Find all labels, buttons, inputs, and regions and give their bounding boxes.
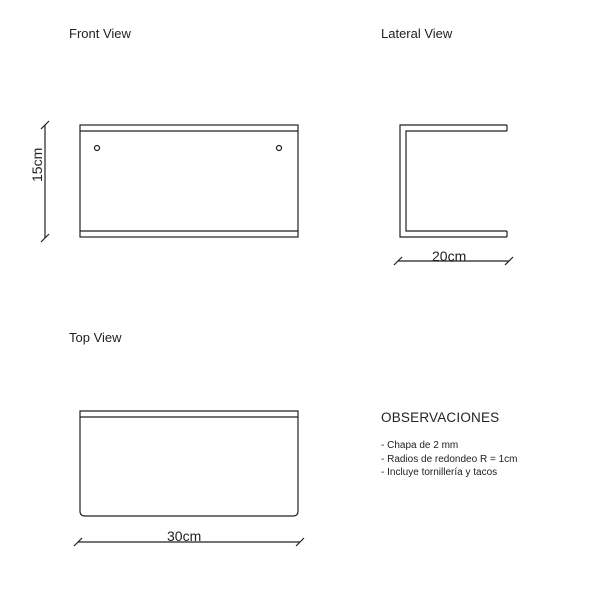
- front-height-dimension: 15cm: [29, 147, 45, 182]
- observations-list: [381, 439, 517, 480]
- lateral-view-outer-profile: [400, 125, 507, 237]
- top-width-dimension: 30cm: [167, 528, 202, 544]
- observations-title: OBSERVACIONES: [381, 410, 500, 425]
- top-view-drawing: [80, 411, 298, 516]
- lateral-view-drawing: [400, 125, 507, 237]
- observation-item: - Chapa de 2 mm: [381, 440, 459, 451]
- lateral-view-inner-profile: [406, 131, 507, 231]
- top-view-outline: [80, 411, 298, 516]
- front-view-title: Front View: [69, 26, 131, 41]
- mounting-hole-right: [277, 146, 282, 151]
- front-view-drawing: [80, 125, 298, 237]
- lateral-width-dimension: 20cm: [432, 248, 467, 264]
- front-view-outline: [80, 125, 298, 237]
- mounting-hole-left: [95, 146, 100, 151]
- top-view-title: Top View: [69, 330, 122, 345]
- observation-item: - Radios de redondeo R = 1cm: [381, 453, 518, 465]
- observation-item: - Incluye tornillería y tacos: [381, 467, 498, 478]
- lateral-view-title: Lateral View: [381, 26, 453, 41]
